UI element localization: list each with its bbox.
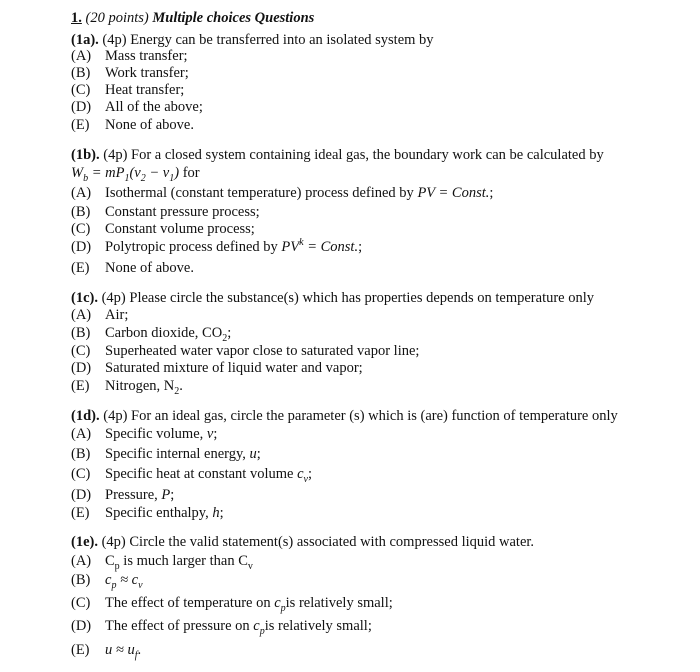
- option-1c-e[interactable]: (E) Nitrogen, $N_2$.: [71, 378, 183, 397]
- option-formula: $c_v$: [297, 466, 308, 485]
- option-text: Specific internal energy,: [105, 446, 250, 462]
- option-text: Air;: [105, 307, 129, 323]
- option-formula: v: [206, 426, 214, 442]
- question-title: Multiple choices Questions: [152, 10, 315, 26]
- question-text: (4p) For an ideal gas, circle the parameter (s) which is (are) function of temperature only: [103, 408, 618, 424]
- option-formula: P: [161, 487, 171, 503]
- option-1a-c[interactable]: [71, 81, 184, 99]
- question-id: (1c).: [71, 290, 98, 306]
- option-1b-a[interactable]: (A) Isothermal (constant temperature) process defined by PV = Const.;: [71, 185, 494, 201]
- option-letter: (A): [71, 553, 92, 569]
- option-formula: u: [249, 446, 257, 462]
- question-id: (1a).: [71, 32, 99, 48]
- option-letter: (E): [71, 378, 90, 394]
- question-id: (1b).: [71, 147, 100, 163]
- option-1e-b[interactable]: [71, 571, 143, 589]
- option-letter: (B): [71, 446, 91, 462]
- option-letter: (D): [71, 618, 92, 634]
- option-formula: h: [212, 505, 220, 521]
- option-formula: $c_p \approx c_v$: [105, 572, 143, 591]
- option-text: All of the above;: [105, 99, 203, 115]
- option-text: Constant volume process;: [105, 221, 255, 237]
- option-1d-d[interactable]: (D) Pressure, P;: [71, 487, 175, 503]
- option-text: Specific heat at constant volume: [105, 466, 298, 482]
- option-letter: (D): [71, 99, 92, 115]
- option-text: Work transfer;: [105, 65, 189, 81]
- option-text: Isothermal (constant temperature) process defined by: [105, 185, 418, 201]
- question-id: (1d).: [71, 408, 100, 424]
- option-1d-c[interactable]: (C) Specific heat at constant volume $c_v$;: [71, 466, 312, 485]
- option-letter: (C): [71, 221, 91, 237]
- option-letter: (A): [71, 426, 92, 442]
- option-text: Specific volume,: [105, 426, 207, 442]
- option-letter: (D): [71, 487, 92, 503]
- option-text: Constant pressure process;: [105, 204, 260, 220]
- question-1c-stem: [71, 289, 594, 307]
- question-text: (4p) Please circle the substance(s) which has properties depends on temperature only: [101, 290, 595, 306]
- option-1c-a[interactable]: [71, 306, 128, 324]
- option-text: Pressure,: [105, 487, 162, 503]
- option-letter: (A): [71, 185, 92, 201]
- option-letter: (B): [71, 65, 91, 81]
- option-1e-c[interactable]: (C) The effect of temperature on $c_pis$ relatively small;: [71, 595, 393, 614]
- option-1e-a[interactable]: (A) $C_p$ is much larger than $C_v$: [71, 553, 253, 572]
- option-1d-a[interactable]: (A) Specific volume, v;: [71, 426, 218, 442]
- question-text: (4p) Circle the valid statement(s) associated with compressed liquid water.: [101, 534, 535, 550]
- option-letter: (C): [71, 595, 91, 611]
- option-text: Specific enthalpy,: [105, 505, 213, 521]
- option-1a-b[interactable]: [71, 64, 189, 82]
- option-letter: (E): [71, 505, 90, 521]
- option-letter: (D): [71, 239, 92, 255]
- option-letter: (C): [71, 466, 91, 482]
- option-1a-a[interactable]: [71, 47, 188, 65]
- question-number: 1.: [71, 10, 82, 26]
- option-letter: (E): [71, 642, 90, 658]
- question-1d-stem: [71, 407, 618, 425]
- option-formula: $c_p$: [253, 618, 265, 637]
- option-1b-c[interactable]: [71, 220, 255, 238]
- option-text: Superheated water vapor close to saturated vapor line;: [105, 343, 420, 359]
- option-letter: (A): [71, 307, 92, 323]
- option-1d-b[interactable]: (B) Specific internal energy, u;: [71, 446, 261, 462]
- option-letter: (A): [71, 48, 92, 64]
- option-1d-e[interactable]: (E) Specific enthalpy, h;: [71, 505, 224, 521]
- question-1b-formula-line: [71, 164, 200, 182]
- question-header: [71, 9, 314, 27]
- question-text: (4p) Energy can be transferred into an isolated system by: [102, 32, 434, 48]
- option-1a-d[interactable]: [71, 98, 203, 116]
- option-letter: (E): [71, 117, 90, 133]
- option-1b-e[interactable]: [71, 259, 194, 277]
- option-text: C: [105, 553, 115, 569]
- option-text: The effect of pressure on: [105, 618, 254, 634]
- option-letter: (B): [71, 325, 91, 341]
- question-text-cont: for: [179, 165, 200, 181]
- option-text: None of above.: [105, 117, 194, 133]
- option-letter: (E): [71, 260, 90, 276]
- option-letter: (C): [71, 82, 91, 98]
- option-1c-c[interactable]: [71, 342, 419, 360]
- question-text: (4p) For a closed system containing ideal gas, the boundary work can be calculated by: [103, 147, 604, 163]
- option-letter: (B): [71, 204, 91, 220]
- option-letter: (D): [71, 360, 92, 376]
- option-letter: (C): [71, 343, 91, 359]
- option-text: Saturated mixture of liquid water and vapor;: [105, 360, 363, 376]
- option-formula: $u \approx u_f$: [105, 642, 138, 661]
- question-id: (1e).: [71, 534, 98, 550]
- option-formula: $PV^k$ = Const.: [281, 237, 359, 255]
- work-formula: $W_b = mP_1(v_2 - v_1)$: [71, 165, 180, 184]
- option-1a-e[interactable]: [71, 116, 194, 134]
- option-text: None of above.: [105, 260, 194, 276]
- option-formula: PV = Const.: [417, 185, 490, 201]
- option-1c-d[interactable]: [71, 359, 363, 377]
- option-formula: $c_p$: [274, 595, 286, 614]
- option-1c-b[interactable]: (B) Carbon dioxide, $CO_2$;: [71, 325, 232, 344]
- option-text: Carbon dioxide, CO: [105, 325, 223, 341]
- option-text: Nitrogen, N: [105, 378, 175, 394]
- option-text: Mass transfer;: [105, 48, 188, 64]
- question-1b-stem: [71, 146, 604, 164]
- option-1b-d[interactable]: (D) Polytropic process defined by $PV^k$ = Const.;: [71, 237, 363, 255]
- option-1e-e[interactable]: (E) $u \approx u_f$.: [71, 642, 142, 661]
- option-letter: (B): [71, 572, 91, 588]
- question-points: (20 points): [85, 10, 149, 26]
- option-1b-b[interactable]: [71, 203, 260, 221]
- option-text: The effect of temperature on: [105, 595, 275, 611]
- question-1e-stem: [71, 533, 534, 551]
- option-text: Polytropic process defined by: [105, 239, 282, 255]
- option-1e-d[interactable]: (D) The effect of pressure on $c_pis$ relatively small;: [71, 618, 372, 637]
- option-text: Heat transfer;: [105, 82, 185, 98]
